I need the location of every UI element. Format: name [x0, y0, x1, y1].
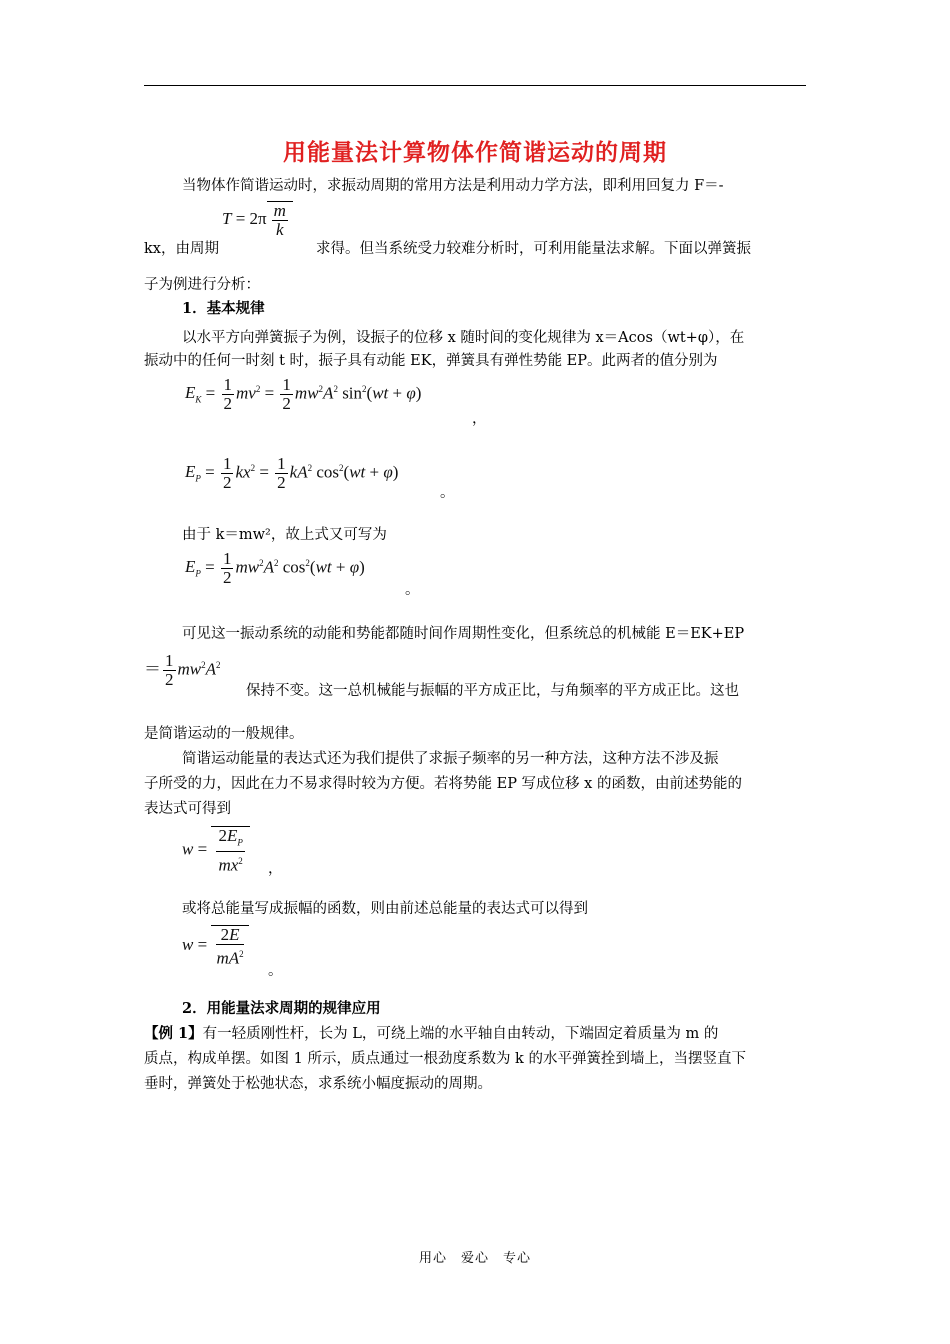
para1-line3: 子为例进行分析：: [144, 277, 260, 293]
formula-total-energy: ＝ $\frac{1}{2}$ $mw^2A^2$: [144, 651, 221, 689]
formula-period: T = 2π $\frac{m}{k}$: [222, 201, 293, 239]
period-2: 。: [405, 582, 420, 598]
para4-line3: 是简谐运动的一般规律。: [144, 726, 304, 742]
para5-line1: 简谐运动能量的表达式还为我们提供了求振子频率的另一种方法，这种方法不涉及振: [182, 751, 719, 767]
para1-line2a: kx，由周期: [144, 241, 219, 257]
comma-1: ，: [472, 411, 487, 427]
formula-omega-1: w = $\frac{2E_P}{mx^2}$: [182, 826, 250, 875]
period-1: 。: [440, 485, 455, 501]
para1-line1: 当物体作简谐运动时，求振动周期的常用方法是利用动力学方法，即利用回复力 F＝-: [182, 178, 724, 194]
para5-line2: 子所受的力，因此在力不易求得时较为方便。若将势能 EP 写成位移 x 的函数，由前述势能的: [144, 776, 742, 792]
formula-potential-energy-2: $E_P$ = $\frac{1}{2}$ $mw^2A^2$ $\cos^2(wt + \varphi)$: [185, 549, 365, 587]
para6: 或将总能量写成振幅的函数，则由前述总能量的表达式可以得到: [182, 901, 588, 917]
example-line3: 垂时，弹簧处于松弛状态，求系统小幅度振动的周期。: [144, 1076, 492, 1092]
example-label: 【例 1】: [144, 1025, 203, 1042]
example-text-1: 有一轻质刚性杆，长为 L，可绕上端的水平轴自由转动，下端固定着质量为 m 的: [202, 1026, 719, 1042]
header-rule: [144, 85, 806, 86]
para4-line1: 可见这一振动系统的动能和势能都随时间作周期性变化，但系统总的机械能 E＝EK+EP: [182, 626, 745, 642]
formula-potential-energy-1: $E_P$ = $\frac{1}{2}$ $kx^2$ = $\frac{1}{2}$ $kA^2$ $\cos^2(wt + \varphi)$: [185, 454, 399, 492]
para5-line3: 表达式可得到: [144, 801, 231, 817]
formula-kinetic-energy: $E_K$ = $\frac{1}{2}$ $mv^2$ = $\frac{1}{2}$ $mw^2A^2$ $\sin^2(wt + \varphi)$: [185, 375, 422, 413]
para4-line2: 保持不变。这一总机械能与振幅的平方成正比，与角频率的平方成正比。这也: [246, 683, 739, 699]
section-heading-1: 1．基本规律: [182, 300, 265, 317]
example-line1: [144, 1023, 718, 1045]
period-3: 。: [268, 963, 283, 979]
page-title: 用能量法计算物体作简谐运动的周期: [283, 139, 667, 166]
para2-line2: 振动中的任何一时刻 t 时，振子具有动能 EK，弹簧具有弹性势能 EP。此两者的值分别为: [144, 353, 718, 369]
example-line2: 质点，构成单摆。如图 1 所示，质点通过一根劲度系数为 k 的水平弹簧拴到墙上，当摆竖直下: [144, 1051, 746, 1067]
para1-line2b: 求得。但当系统受力较难分析时，可利用能量法求解。下面以弹簧振: [316, 241, 751, 257]
para2-line1: 以水平方向弹簧振子为例，设振子的位移 x 随时间的变化规律为 x＝Acos（wt+φ），在: [182, 330, 745, 346]
section-heading-2: 2．用能量法求周期的规律应用: [182, 1000, 381, 1017]
para3: 由于 k＝mw²，故上式又可写为: [182, 527, 387, 543]
page-footer: 用心 爱心 专心: [418, 1251, 531, 1266]
comma-2: ，: [268, 861, 283, 877]
formula-omega-2: w = $\frac{2E}{mA^2}$: [182, 925, 249, 968]
